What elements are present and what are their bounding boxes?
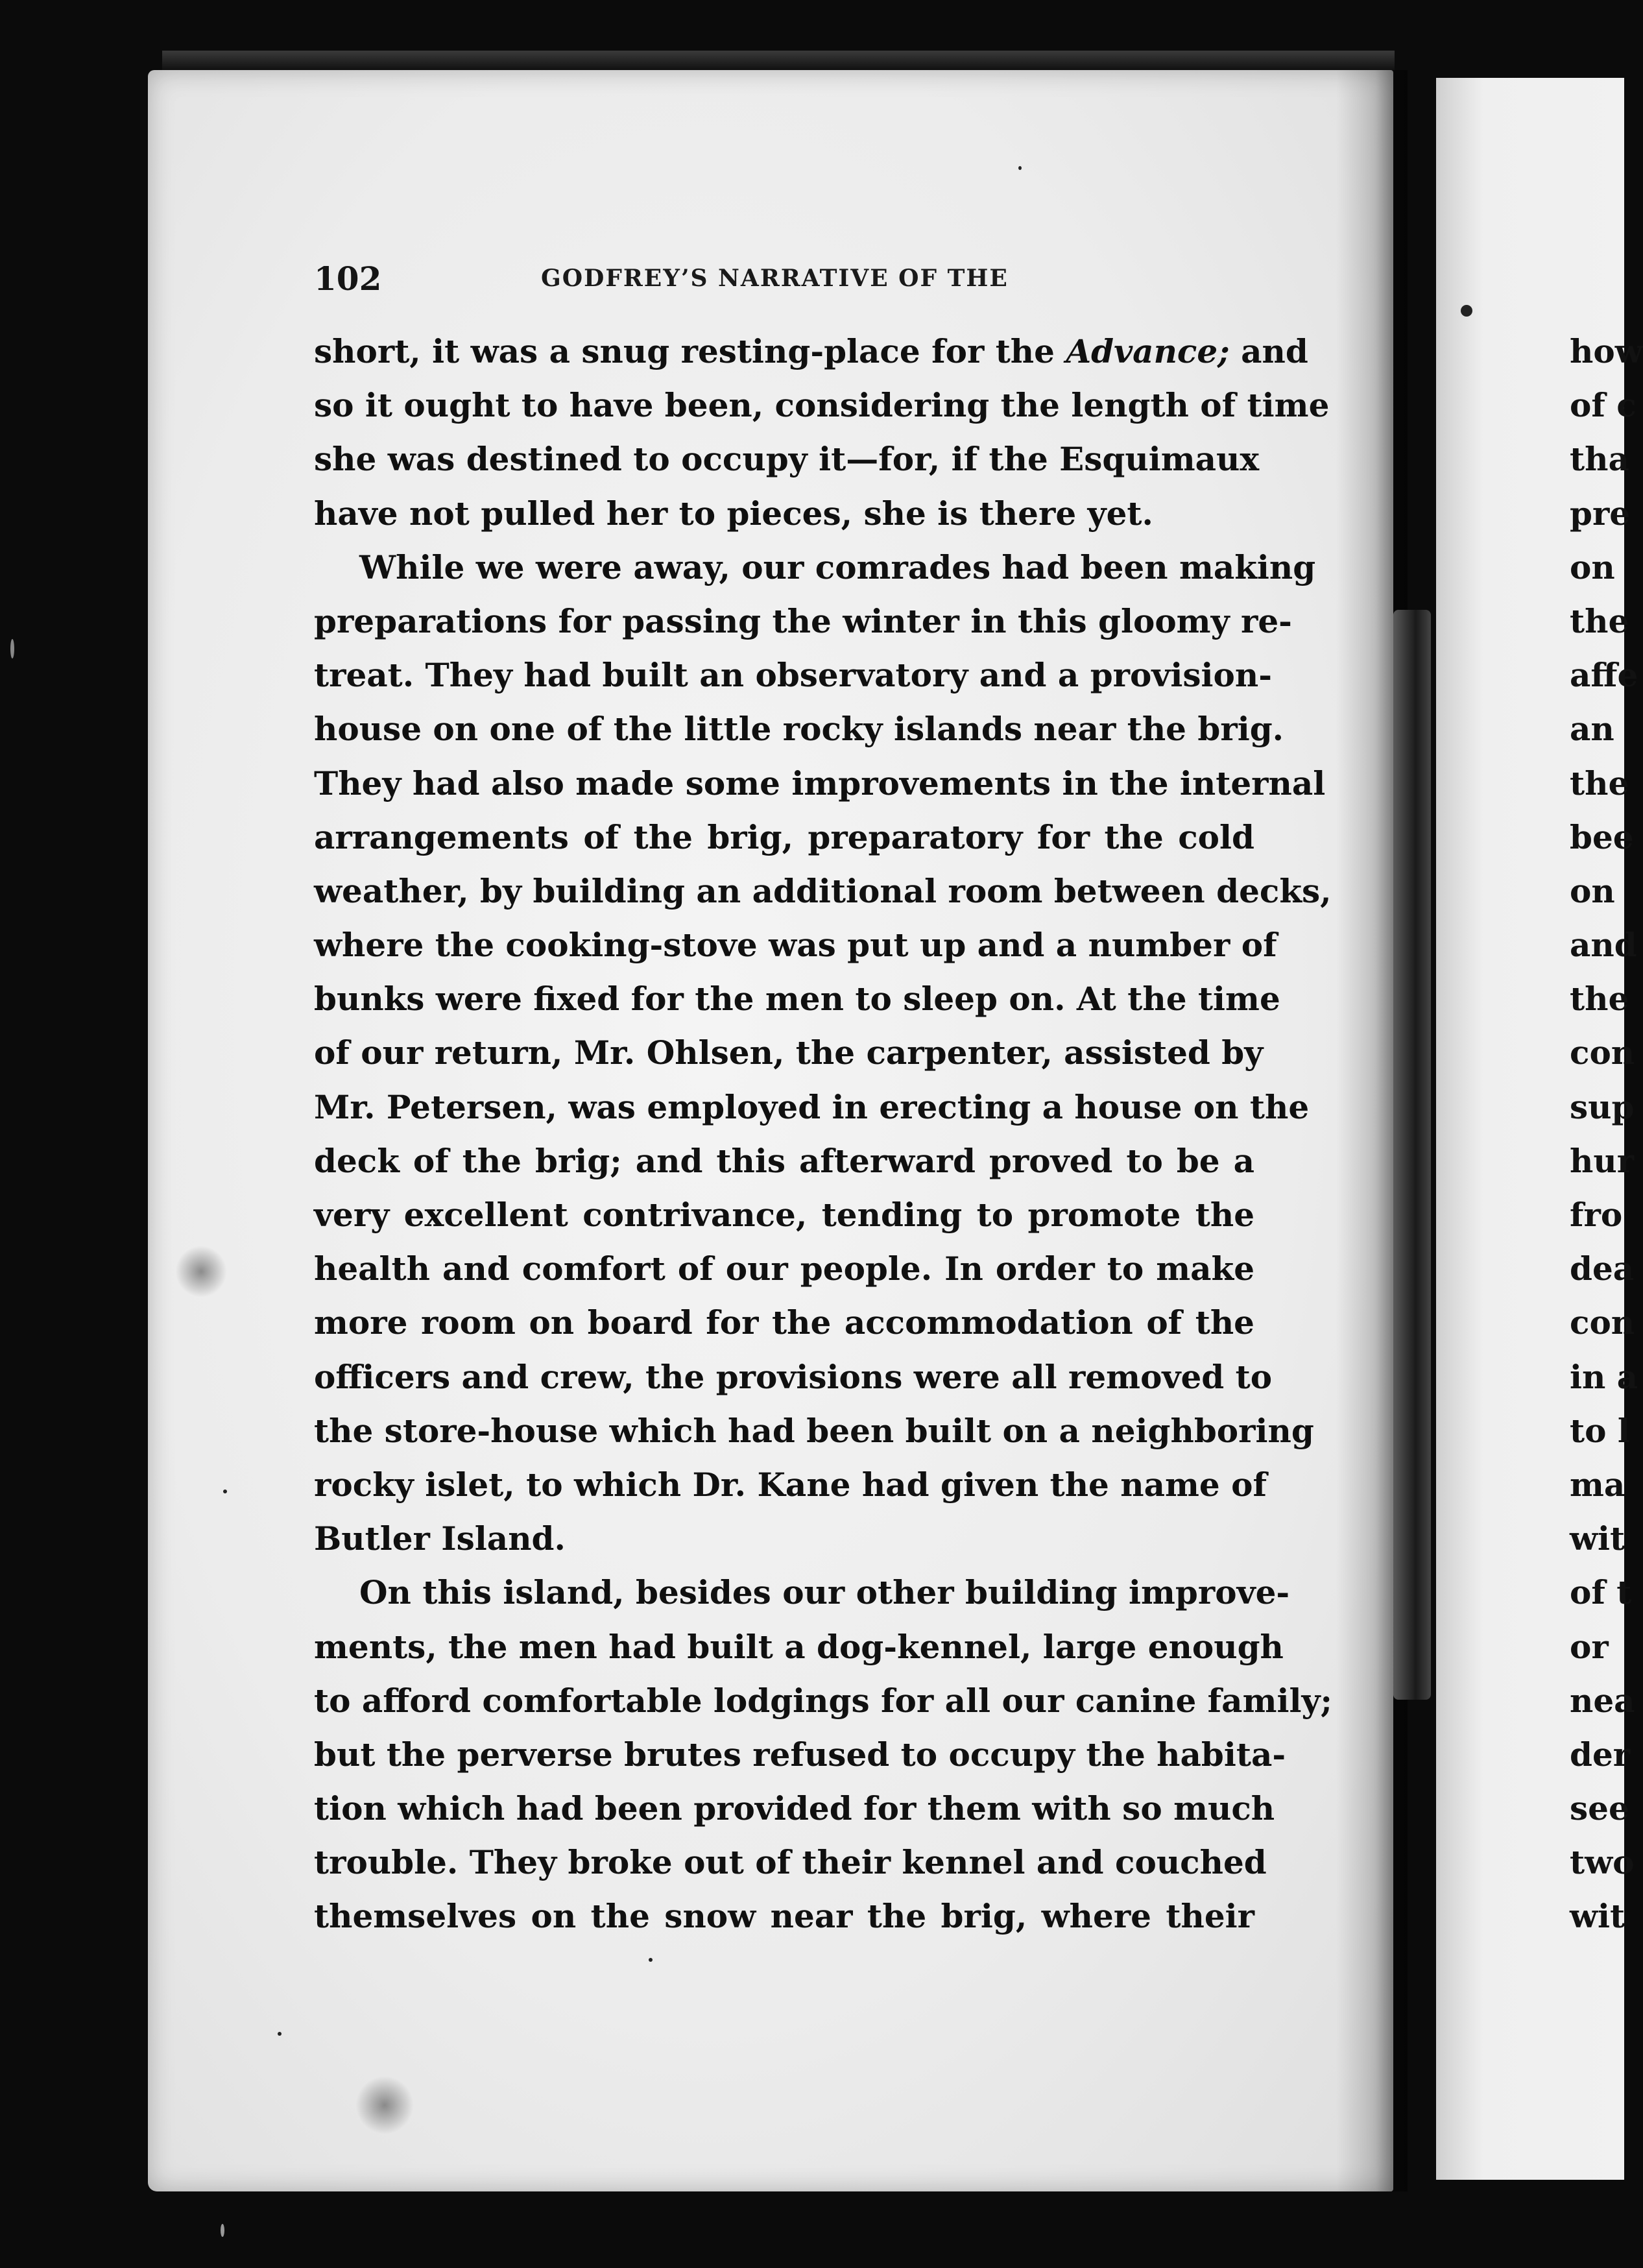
text-line [314,1835,1267,1889]
text-line [314,540,1316,594]
text-line [314,972,1280,1026]
text-segment: themselves on the snow near the brig, where their [314,1897,1254,1936]
text-segment: Butler Island. [314,1519,566,1558]
text-line [314,702,1284,756]
text-line [314,1026,1264,1080]
text-segment: she was destined to occupy it—for, if the Esquimaux [314,440,1260,479]
scan-speck [649,1958,653,1962]
facing-line-fragment: wit [1570,1519,1625,1558]
facing-line-fragment: on [1570,548,1615,586]
text-line [314,1728,1286,1781]
text-segment: bunks were fixed for the men to sleep on. At the time [314,980,1280,1019]
text-segment: but the perverse brutes refused to occupy the habita- [314,1735,1286,1774]
text-line [314,1674,1332,1728]
text-segment: They had also made some improvements in the internal [314,764,1326,802]
text-segment: preparations for passing the winter in this gloomy re- [314,601,1292,640]
facing-line-fragment: tha [1570,440,1629,479]
text-segment: the store-house which had been built on a neighboring [314,1411,1314,1450]
text-line [314,648,1273,702]
facing-line-fragment: an [1570,710,1614,749]
scan-smudge [175,1246,227,1297]
scan-speck [1018,166,1022,170]
text-segment: to afford comfortable lodgings for all our canine family; [314,1681,1332,1720]
text-segment: where the cooking-stove was put up and a number of [314,926,1277,965]
facing-line-fragment: con [1570,1303,1635,1342]
text-line [314,1565,1290,1619]
facing-line-fragment: or [1570,1627,1609,1666]
body-text [314,324,1332,1944]
facing-line-fragment: dea [1570,1249,1635,1288]
facing-line-fragment: the [1570,764,1629,802]
text-line [314,1620,1284,1674]
facing-line-fragment: to l [1570,1411,1630,1450]
text-line [314,918,1277,972]
text-segment: of our return, Mr. Ohlsen, the carpenter, assisted by [314,1033,1264,1072]
text-line [314,1188,1254,1242]
facing-line-fragment: on [1570,871,1615,910]
scan-speck [278,2032,282,2036]
text-segment: health and comfort of our people. In order to make [314,1249,1254,1288]
facing-line-fragment: the [1570,980,1629,1019]
text-segment: officers and crew, the provisions were all removed to [314,1357,1273,1396]
ship-name-italic: Advance; [1066,332,1230,370]
text-line [314,756,1326,810]
scan-smudge [355,2076,414,2134]
text-line [314,378,1330,432]
text-line [314,1458,1267,1512]
text-segment: tion which had been provided for them with so much [314,1789,1275,1828]
text-line [314,864,1332,918]
facing-line-fragment: wit [1570,1897,1625,1936]
text-line [314,594,1292,648]
facing-line-fragment: in a [1570,1357,1638,1396]
facing-line-fragment: hur [1570,1141,1635,1180]
text-line [314,1134,1254,1188]
book-top-edge [162,51,1395,70]
facing-line-fragment: how [1570,332,1643,370]
facing-line-fragment: affe [1570,656,1638,695]
scan-speck [223,1490,227,1493]
text-segment: deck of the brig; and this afterward proved to be a [314,1141,1254,1180]
text-segment: arrangements of the brig, preparatory for the cold [314,817,1254,856]
facing-line-fragment: of c [1570,386,1637,425]
facing-line-fragment: ma [1570,1465,1625,1504]
facing-line-fragment: con [1570,1033,1635,1072]
text-line [314,324,1308,378]
text-segment: While we were away, our comrades had been making [359,548,1316,586]
text-segment: weather, by building an additional room between decks, [314,871,1332,910]
text-line [314,1296,1254,1349]
text-line [314,1781,1275,1835]
facing-line-fragment: the [1570,601,1629,640]
facing-line-fragment: two [1570,1843,1635,1882]
facing-line-fragment: of t [1570,1573,1632,1612]
text-segment: ments, the men had built a dog-kennel, large enough [314,1627,1284,1666]
text-segment: more room on board for the accommodation of the [314,1303,1254,1342]
facing-line-fragment: der [1570,1735,1631,1774]
running-head: GODFREY’S NARRATIVE OF THE [541,265,1009,292]
facing-line-fragment: and [1570,926,1637,965]
page-header [314,259,1254,305]
facing-line-fragment: see [1570,1789,1629,1828]
text-line [314,1512,1254,1565]
text-segment: rocky islet, to which Dr. Kane had given the name of [314,1465,1267,1504]
scan-speck [10,639,14,658]
text-segment: so it ought to have been, considering the length of time [314,386,1330,425]
scan-speck [221,2224,224,2237]
text-line [314,1404,1314,1458]
text-segment: short, it was a snug resting-place for the [314,332,1066,370]
page-number: 102 [314,259,382,298]
text-segment: house on one of the little rocky islands near the brig. [314,710,1284,749]
facing-line-fragment: bee [1570,817,1634,856]
text-line [314,1350,1273,1404]
text-line [314,487,1254,540]
book-binding [1393,610,1431,1700]
text-line [314,1889,1254,1943]
text-segment: very excellent contrivance, tending to promote the [314,1196,1254,1234]
facing-line-fragment: sup [1570,1087,1635,1126]
text-line [314,810,1254,864]
text-segment: and [1229,332,1308,370]
text-segment: Mr. Petersen, was employed in erecting a house on the [314,1087,1310,1126]
facing-line-fragment: nea [1570,1681,1635,1720]
text-segment: treat. They had built an observatory and a provision- [314,656,1273,695]
scan-speck [1461,305,1472,317]
facing-line-fragment: fro [1570,1196,1623,1234]
text-line [314,1242,1254,1296]
text-segment: On this island, besides our other building improve- [359,1573,1290,1612]
facing-line-fragment: pre [1570,494,1631,533]
text-segment: trouble. They broke out of their kennel and couched [314,1843,1267,1882]
text-line [314,1080,1310,1134]
facing-page-text [1570,324,1643,1944]
text-line [314,432,1260,486]
text-segment: have not pulled her to pieces, she is there yet. [314,494,1153,533]
